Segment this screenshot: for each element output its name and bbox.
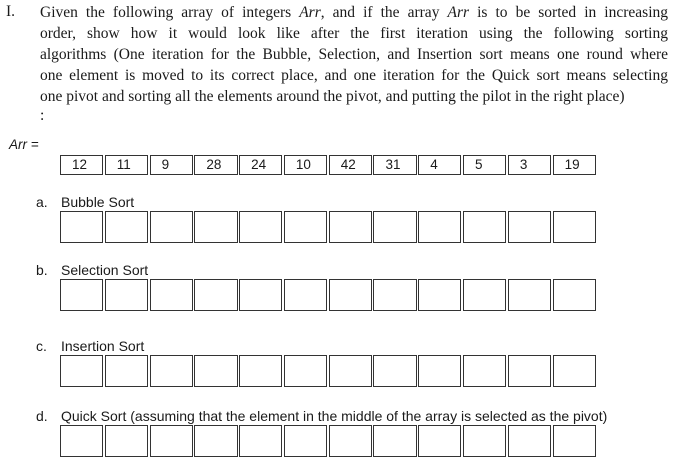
part-d-label: d. Quick Sort (assuming that the element in the middle of the array is selected as the pivot) (36, 408, 608, 424)
array-cell: 12 (60, 155, 103, 175)
answer-cell[interactable] (150, 355, 193, 387)
part-c-answer-row (60, 355, 596, 387)
answer-cell[interactable] (60, 425, 103, 457)
answer-cell[interactable] (553, 279, 596, 311)
array-cell: 5 (463, 155, 506, 175)
answer-cell[interactable] (239, 279, 282, 311)
array-cell: 42 (329, 155, 372, 175)
answer-cell[interactable] (284, 279, 327, 311)
answer-cell[interactable] (553, 355, 596, 387)
array-cell: 19 (553, 155, 596, 175)
answer-cell[interactable] (418, 355, 461, 387)
answer-cell[interactable] (60, 355, 103, 387)
answer-cell[interactable] (194, 355, 237, 387)
answer-cell[interactable] (508, 425, 551, 457)
answer-cell[interactable] (105, 355, 148, 387)
part-b-label: b. Selection Sort (36, 262, 149, 278)
answer-cell[interactable] (553, 425, 596, 457)
answer-cell[interactable] (150, 279, 193, 311)
answer-cell[interactable] (105, 279, 148, 311)
answer-cell[interactable] (418, 279, 461, 311)
question-line: Given the following array of integers Arr, and if the array Arr is to be sorted in increasing (40, 4, 669, 21)
question-line: one element is moved to its correct place, and one iteration for the Quick sort means selecting (40, 67, 668, 84)
array-cell: 10 (284, 155, 327, 175)
answer-cell[interactable] (463, 425, 506, 457)
question-colon: : (40, 107, 45, 124)
answer-cell[interactable] (418, 425, 461, 457)
part-a-answer-row (60, 211, 596, 243)
part-a-label: a. Bubble Sort (36, 194, 135, 210)
answer-cell[interactable] (463, 211, 506, 243)
answer-cell[interactable] (373, 355, 416, 387)
array-cell: 31 (373, 155, 416, 175)
array-cell: 3 (508, 155, 551, 175)
array-cell: 9 (150, 155, 193, 175)
answer-cell[interactable] (463, 355, 506, 387)
array-label: Arr = (9, 137, 39, 152)
answer-cell[interactable] (239, 211, 282, 243)
answer-cell[interactable] (373, 211, 416, 243)
answer-cell[interactable] (284, 211, 327, 243)
answer-cell[interactable] (194, 425, 237, 457)
answer-cell[interactable] (508, 355, 551, 387)
answer-cell[interactable] (418, 211, 461, 243)
answer-cell[interactable] (329, 355, 372, 387)
answer-cell[interactable] (508, 279, 551, 311)
answer-cell[interactable] (329, 211, 372, 243)
array-row (60, 155, 596, 175)
part-c-label: c. Insertion Sort (36, 338, 145, 354)
answer-cell[interactable] (105, 425, 148, 457)
answer-cell[interactable] (508, 211, 551, 243)
answer-cell[interactable] (553, 211, 596, 243)
question-line: one pivot and sorting all the elements around the pivot, and putting the pilot in the right place) (40, 88, 625, 105)
answer-cell[interactable] (284, 355, 327, 387)
answer-cell[interactable] (194, 279, 237, 311)
answer-cell[interactable] (239, 425, 282, 457)
part-b-answer-row (60, 279, 596, 311)
answer-cell[interactable] (194, 211, 237, 243)
answer-cell[interactable] (150, 211, 193, 243)
answer-cell[interactable] (329, 425, 372, 457)
answer-cell[interactable] (284, 425, 327, 457)
answer-cell[interactable] (60, 279, 103, 311)
answer-cell[interactable] (150, 425, 193, 457)
array-cell: 4 (418, 155, 461, 175)
question-line: order, show how it would look like after the first iteration using the following sorting (40, 25, 668, 42)
answer-cell[interactable] (463, 279, 506, 311)
answer-cell[interactable] (60, 211, 103, 243)
array-cell: 28 (194, 155, 237, 175)
question-numeral: I. (6, 3, 16, 20)
array-cell: 24 (239, 155, 282, 175)
answer-cell[interactable] (373, 425, 416, 457)
answer-cell[interactable] (105, 211, 148, 243)
answer-cell[interactable] (239, 355, 282, 387)
question-text (40, 2, 668, 107)
answer-cell[interactable] (329, 279, 372, 311)
array-cell: 11 (105, 155, 148, 175)
answer-cell[interactable] (373, 279, 416, 311)
question-line: algorithms (One iteration for the Bubble, Selection, and Insertion sort means one round where (40, 46, 668, 63)
part-d-answer-row (60, 425, 596, 457)
